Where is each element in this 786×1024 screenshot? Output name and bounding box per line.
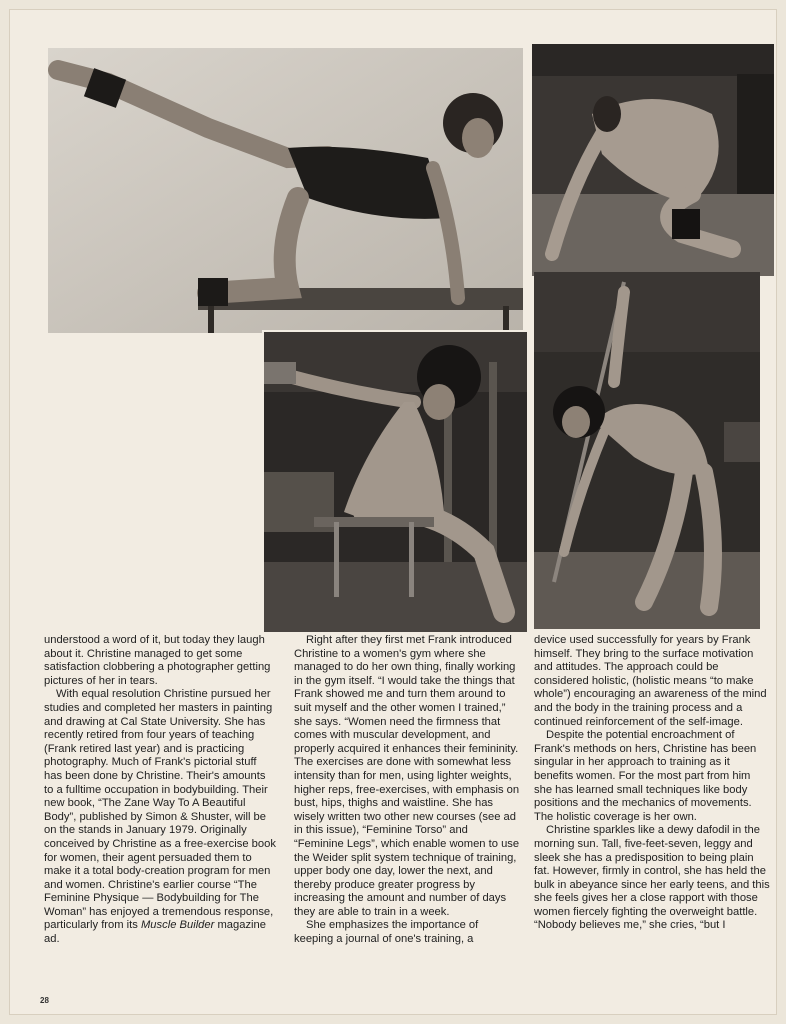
paragraph-text: Despite the potential encroachment of Frank's methods on hers, Christine has been singular in her approach to training as it benefits women. For the most part from him she has learned small techniques like body positions and the mechanics of movements. The holistic coverage is her own.	[534, 729, 757, 823]
article-paragraph	[534, 729, 770, 824]
article-column-1	[44, 634, 276, 1004]
photo-leg-extension-bench	[48, 48, 523, 333]
article-paragraph	[294, 634, 520, 919]
article-column-2	[294, 634, 520, 1004]
paragraph-text: Right after they first met Frank introduced Christine to a women's gym where she managed to do her own thing, finally working in the gym itself. “I would take the things that Frank showed me and turn them around to suit myself and the other women I trained,” she says. “Women need the firmness that comes with muscular development, and properly acquired it enhances their femininity. The exercises are done with somewhat less intensity than for men, using lighter weights, higher reps, free-exercises, with emphasis on bust, hips, thighs and waistline. She has wisely written two other new courses (see ad in this issue), “Feminine Torso” and “Feminine Legs”, which enable women to use the Weider split system technique of training, upper body one day, lower the next, and thereby produce greater progress by increasing the amount and number of days they are able to train in a week.	[294, 634, 520, 918]
magazine-title: Muscle Builder	[140, 919, 215, 932]
paragraph-text: She emphasizes the importance of keeping a journal of one's training, a	[294, 919, 479, 946]
paragraph-text: magazine ad.	[44, 919, 266, 946]
paragraph-text: understood a word of it, but today they laugh about it. Christine managed to get some satisfaction clobbering a photographer getting pictures of her in tears.	[44, 634, 271, 687]
photo-side-bend-bar	[534, 272, 760, 629]
paragraph-text: With equal resolution Christine pursued her studies and completed her masters in painting and drawing at Cal State University. She has recently retired from four years of teaching (Frank retired last year) and is practicing photography. Much of Frank's pictorial stuff has been done by Christine. Their's amounts to a fulltime occupation in bodybuilding. Their new book, “The Zane Way To A Beautiful Body”, published by Simon & Shuster, will be on the stands in January 1979. Originally conceived by Christine as a free-exercise book for women, their agent persuaded them to make it a total body-creation program for men and women. Christine's earlier course “The Feminine Physique — Bodybuilding for The Woman” has enjoyed a tremendous response, particularly from its	[44, 688, 276, 932]
photo-crouch-ankle-weights	[532, 44, 774, 276]
article-paragraph	[534, 824, 770, 933]
article-paragraph	[44, 688, 276, 946]
article-paragraph	[294, 919, 520, 946]
magazine-page	[10, 10, 776, 1014]
page-number: 28	[40, 996, 49, 1005]
paragraph-text: Christine sparkles like a dewy dafodil in the morning sun. Tall, five-feet-seven, leggy and sleek she has a predisposition to being plain fat. However, firmly in control, she has held the bulk in abeyance since her early teens, and this she feels gives her a close rapport with those women fiercely fighting the overweight battle. “Nobody believes me,” she cries, “but I	[534, 824, 770, 932]
article-column-3	[534, 634, 770, 1004]
photo-seated-dumbbell-twist	[262, 330, 529, 634]
article-paragraph	[44, 634, 276, 688]
article-paragraph	[534, 634, 770, 729]
paragraph-text: device used successfully for years by Frank himself. They bring to the surface motivation and attitudes. The approach could be considered holistic, (holistic means “to make whole”) encouraging an awareness of the mind and the body in the training process and a continued reinforcement of the self-image.	[534, 634, 767, 728]
